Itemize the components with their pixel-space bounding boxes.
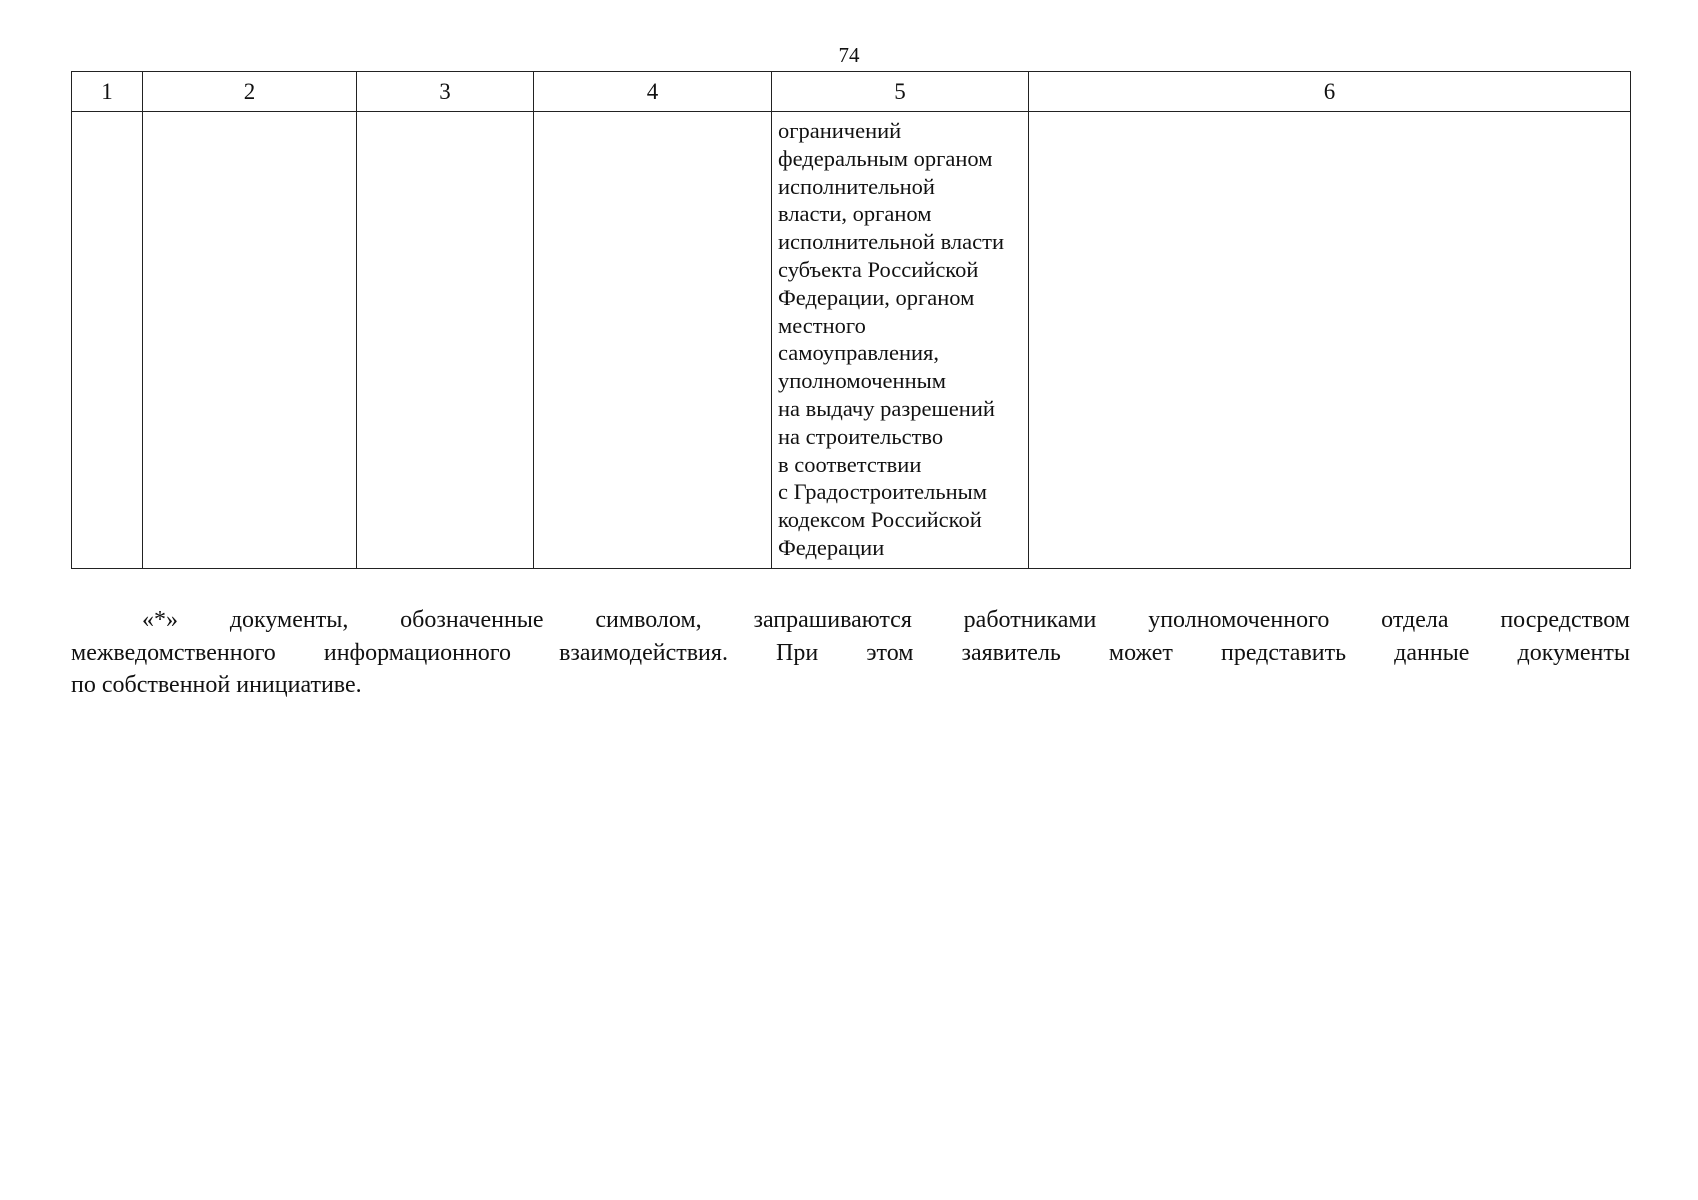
column-header-1: 1 [72, 72, 143, 112]
cell-5-line: Федерации [778, 534, 885, 560]
cell-5-line: на выдачу разрешений [778, 395, 995, 421]
cell-5-line: власти, органом [778, 201, 932, 227]
page-number: 74 [838, 43, 860, 67]
cell-5-line: ограничений [778, 118, 902, 143]
column-header-2: 2 [143, 72, 357, 112]
cell-5-line: субъекта Российской [778, 256, 979, 282]
table-cell-6 [1029, 112, 1631, 569]
footnote-line: межведомственного информационного взаимодействия. При этом заявитель может представить данные документы [71, 639, 1630, 666]
document-table [71, 71, 1631, 569]
column-header-4: 4 [534, 72, 772, 112]
cell-5-line: с Градостроительным [778, 479, 988, 505]
cell-5-line: самоуправления, [778, 340, 940, 366]
cell-5-line: в соответствии [778, 451, 922, 477]
column-header-5: 5 [772, 72, 1029, 112]
cell-5-line: кодексом Российской [778, 507, 982, 533]
footnote-paragraph [71, 604, 1630, 702]
cell-5-line: федеральным органом [778, 145, 993, 171]
cell-5-line: на строительство [778, 423, 944, 449]
table-row [72, 112, 1631, 569]
table-cell-5 [772, 112, 1029, 569]
table-cell-1 [72, 112, 143, 569]
table-cell-3 [357, 112, 534, 569]
table-cell-2 [143, 112, 357, 569]
column-header-6: 6 [1029, 72, 1631, 112]
cell-5-line: местного [778, 312, 866, 338]
footnote-line: «*» документы, обозначенные символом, запрашиваются работниками уполномоченного отдела посредством [142, 607, 1630, 633]
table-header-row [72, 72, 1631, 112]
column-header-3: 3 [357, 72, 534, 112]
footnote-line: по собственной инициативе. [71, 672, 362, 698]
cell-5-line: Федерации, органом [778, 284, 975, 310]
cell-5-text [772, 112, 1028, 562]
cell-5-line: уполномоченным [778, 368, 946, 394]
table-cell-4 [534, 112, 772, 569]
cell-5-line: исполнительной [778, 173, 935, 199]
cell-5-line: исполнительной власти [778, 229, 1004, 255]
